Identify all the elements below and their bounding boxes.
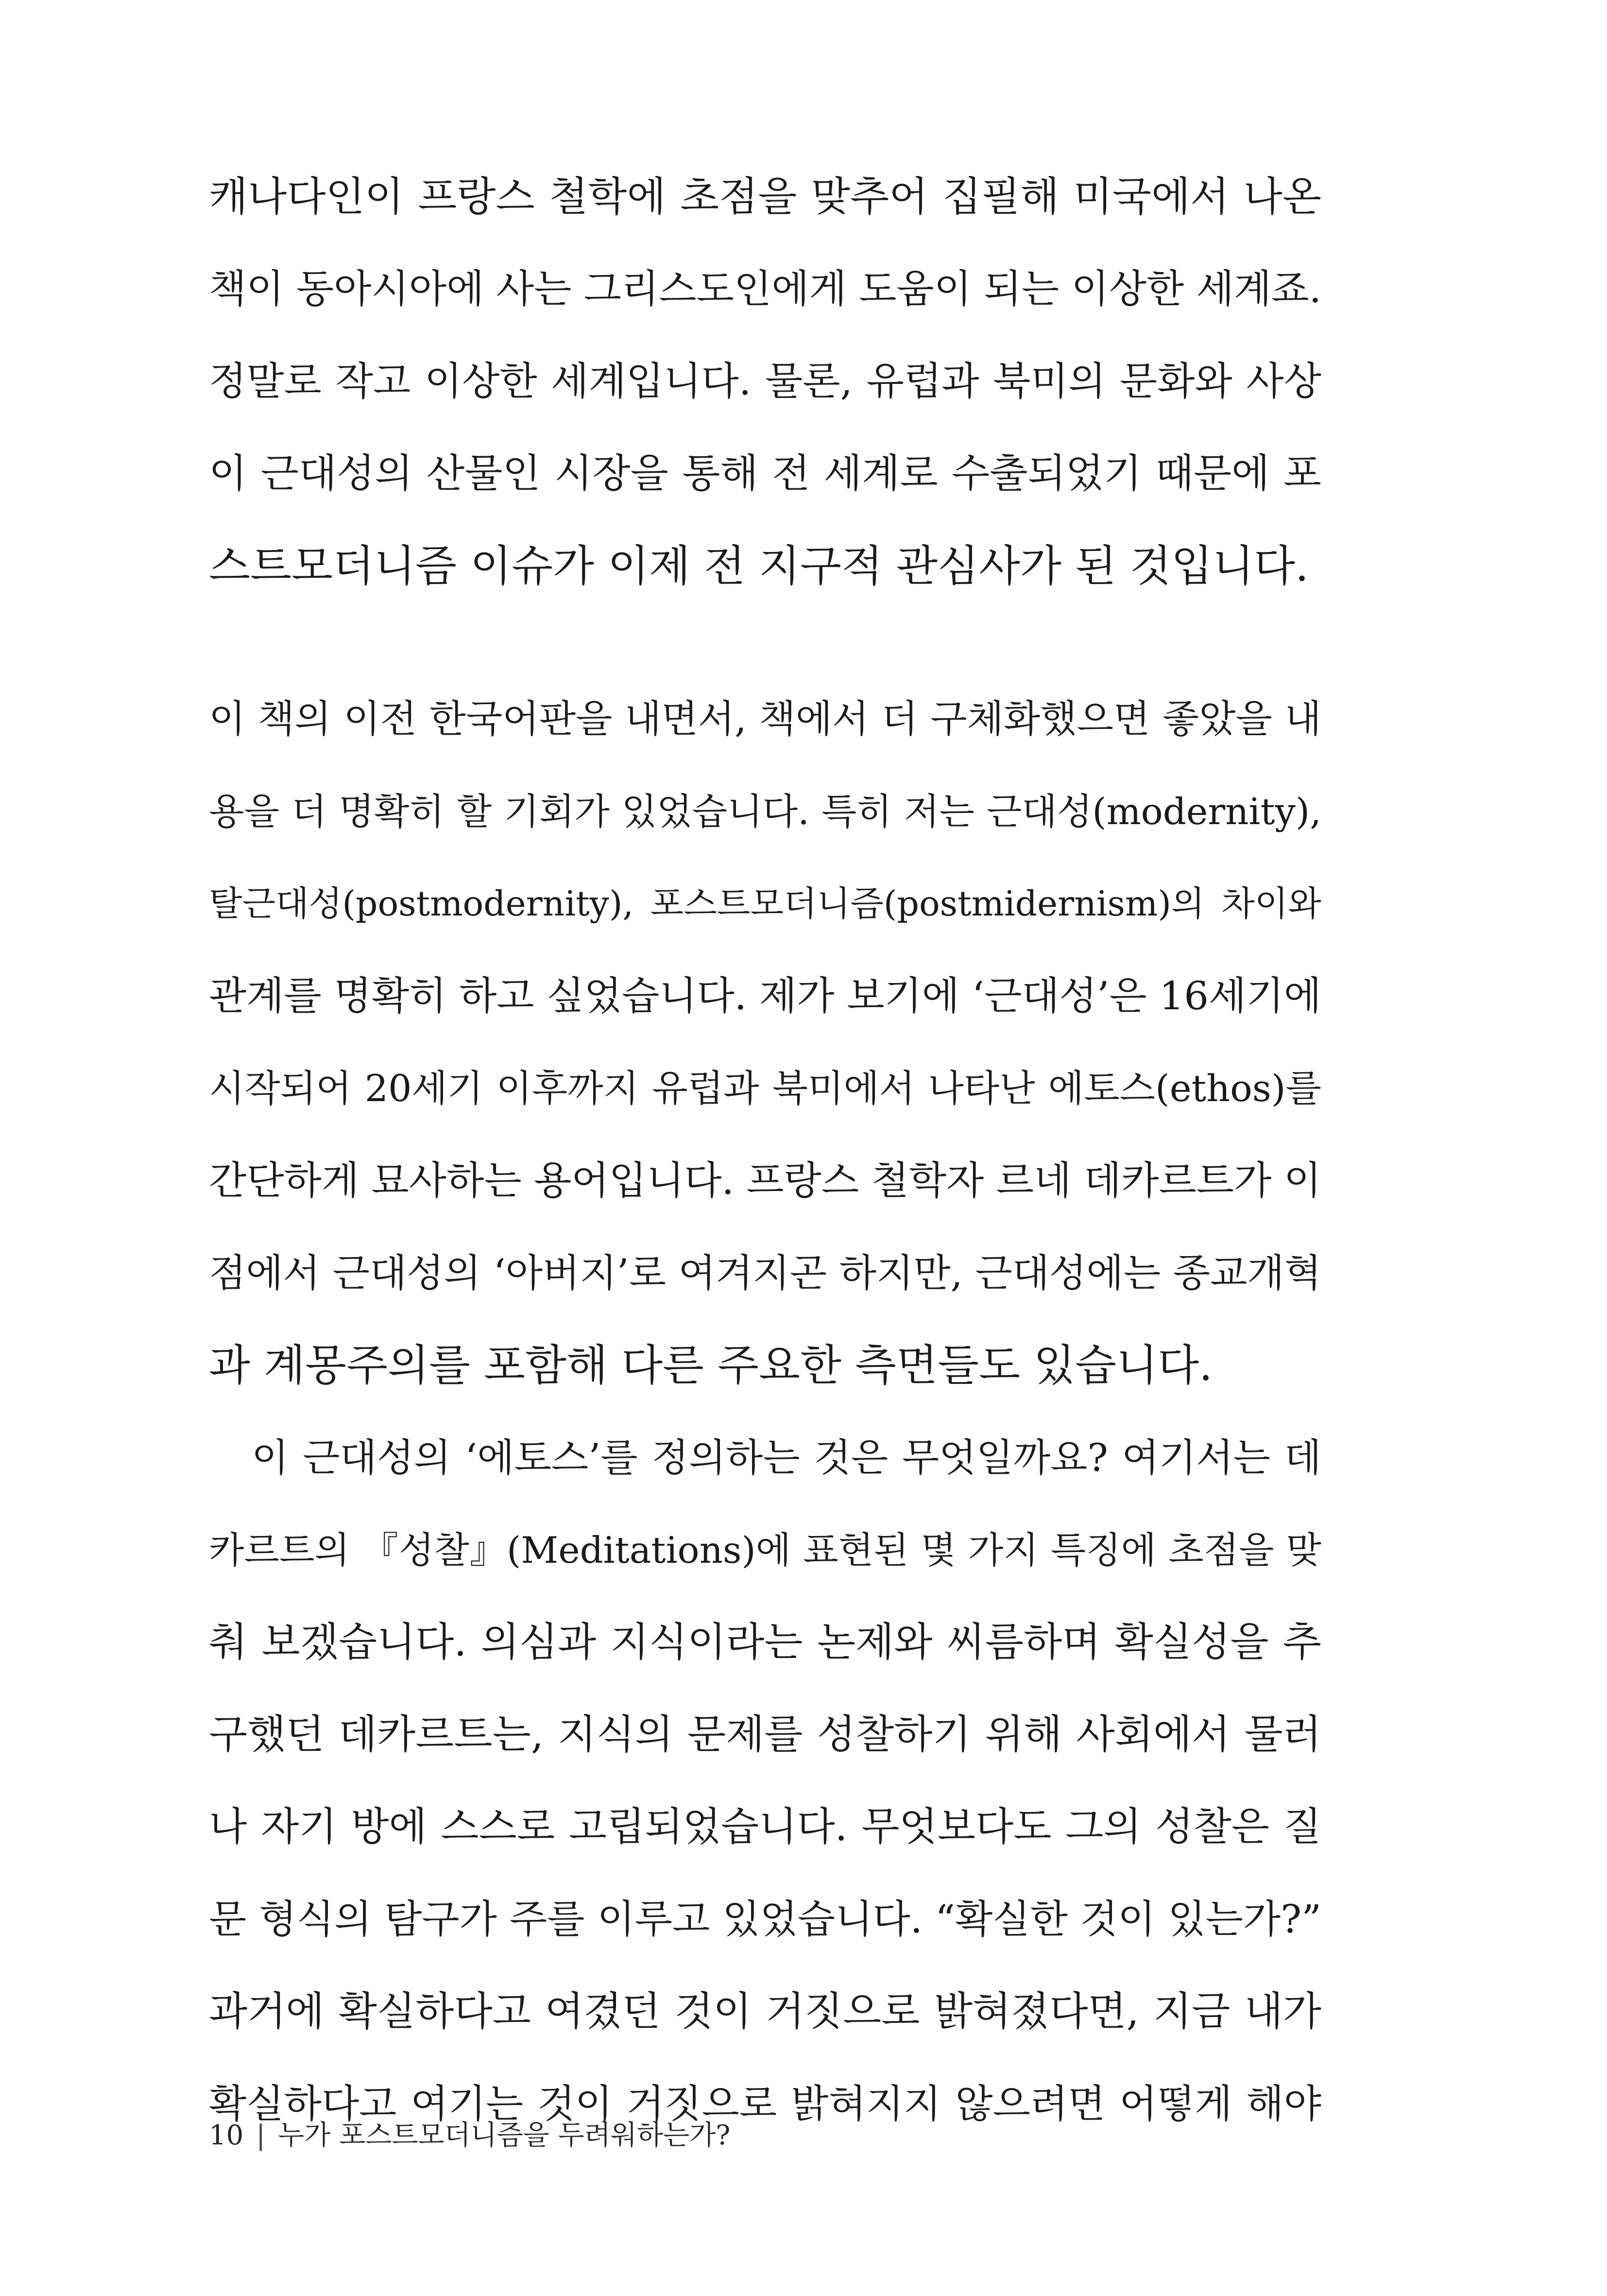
text-line: 캐나다인이 프랑스 철학에 초점을 맞추어 집필해 미국에서 나온 — [209, 173, 1321, 220]
text-line: 과 계몽주의를 포함해 다른 주요한 측면들도 있습니다. — [209, 1340, 1213, 1390]
text-line: 용을 더 명확히 할 기회가 있었습니다. 특히 저는 근대성(modernity), — [209, 790, 1321, 833]
text-line: 문 형식의 탐구가 주를 이루고 있었습니다. “확실한 것이 있는가?” — [209, 1897, 1321, 1942]
text-line: 시작되어 20세기 이후까지 유럽과 북미에서 나타난 에토스(ethos)를 — [209, 1067, 1321, 1110]
text-line: 스트모더니즘 이슈가 이제 전 지구적 관심사가 된 것입니다. — [209, 541, 1309, 591]
text-line: 카르트의 『성찰』(Meditations)에 표현된 몇 가지 특징에 초점을 맞 — [209, 1529, 1321, 1571]
text-line: 이 책의 이전 한국어판을 내면서, 책에서 더 구체화했으면 좋았을 내 — [209, 697, 1321, 741]
text-line: 춰 보겠습니다. 의심과 지식이라는 논제와 씨름하며 확실성을 추 — [209, 1619, 1321, 1665]
text-line: 확실하다고 여기는 것이 거짓으로 밝혀지지 않으려면 어떻게 해야 — [209, 2081, 1321, 2126]
page-number: 10 — [209, 2120, 244, 2151]
text-line: 이 근대성의 ‘에토스’를 정의하는 것은 무엇일까요? 여기서는 데 — [252, 1435, 1321, 1480]
text-line: 과거에 확실하다고 여겼던 것이 거짓으로 밝혀졌다면, 지금 내가 — [209, 1988, 1321, 2035]
page-footer — [209, 2114, 730, 2158]
text-line: 구했던 데카르트는, 지식의 문제를 성찰하기 위해 사회에서 물러 — [209, 1711, 1321, 1758]
text-line: 정말로 작고 이상한 세계입니다. 물론, 유럽과 북미의 문화와 사상 — [209, 359, 1321, 404]
text-line: 탈근대성(postmodernity), 포스트모더니즘(postmidernism)의 차이와 — [209, 883, 1321, 924]
text-line: 나 자기 방에 스스로 고립되었습니다. 무엇보다도 그의 성찰은 질 — [209, 1804, 1321, 1850]
running-title: 누가 포스트모더니즘을 두려워하는가? — [278, 2120, 731, 2151]
text-line: 점에서 근대성의 ‘아버지’로 여겨지곤 하지만, 근대성에는 종교개혁 — [209, 1251, 1321, 1295]
text-line: 관계를 명확히 하고 싶었습니다. 제가 보기에 ‘근대성’은 16세기에 — [209, 973, 1321, 1019]
text-line: 이 근대성의 산물인 시장을 통해 전 세계로 수출되었기 때문에 포 — [209, 451, 1321, 497]
footer-separator: | — [256, 2120, 266, 2151]
text-line: 책이 동아시아에 사는 그리스도인에게 도움이 되는 이상한 세계죠. — [209, 266, 1321, 311]
text-line: 간단하게 묘사하는 용어입니다. 프랑스 철학자 르네 데카르트가 이 — [209, 1158, 1321, 1203]
